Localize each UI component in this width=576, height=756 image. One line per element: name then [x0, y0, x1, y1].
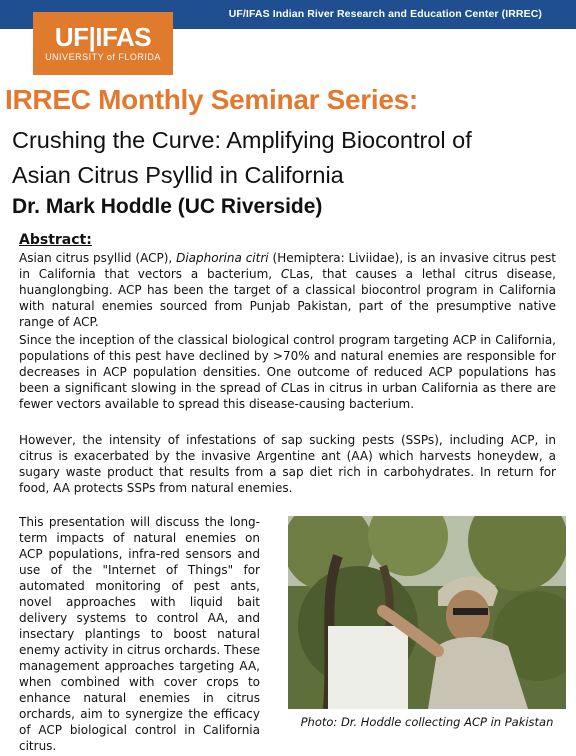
- p1-species-name: Diaphorina citri: [176, 251, 269, 265]
- abstract-heading: Abstract:: [19, 232, 92, 248]
- talk-title-line-1: Crushing the Curve: Amplifying Biocontrol of: [12, 127, 472, 153]
- abstract-paragraph-4: This presentation will discuss the long-term impacts of natural enemies on ACP populations, infra-red sensors and use of the "Internet of Things" for automated monitoring of pest ants, novel approaches with liquid bait delivery systems to control AA, and insectary plantings to boost natural enemy activity in citrus orchards. These management approaches targeting AA, when combined with cover crops to enhance natural enemies in citrus orchards, aim to synergize the efficacy of ACP biological control in California citrus.: [19, 515, 260, 753]
- banner-text: UF/IFAS Indian River Research and Education Center (IRREC): [228, 8, 542, 20]
- abstract-paragraph-1: [19, 250, 556, 330]
- p2-text-a: Since the inception of the classical biological control program targeting ACP in California, populations of this pest have declined by >70% and natural enemies are responsible for decreases in ACP population densities. One outcome of reduced ACP populations has been a significant slowing in the spread of: [19, 333, 556, 395]
- p2-text-c: Las in citrus in urban California as there are fewer vectors available to spread this disease-causing bacterium.: [19, 381, 556, 411]
- field-photo: [288, 516, 566, 709]
- logo-sub-text: UNIVERSITY of FLORIDA: [45, 52, 161, 62]
- logo-main-text: UF|IFAS: [54, 22, 152, 52]
- p1-text-c: (Hemiptera: Liviidae), is an invasive citrus pest in California that vectors a bacterium,: [19, 251, 556, 281]
- abstract-paragraph-2: [19, 332, 556, 412]
- talk-title-line-2: Asian Citrus Psyllid in California: [12, 162, 344, 188]
- photo-illustration: [288, 516, 566, 709]
- p2-italic-c: C: [280, 381, 290, 395]
- speaker-name: Dr. Mark Hoddle (UC Riverside): [12, 195, 323, 218]
- p1-text-a: Asian citrus psyllid (ACP),: [19, 251, 177, 265]
- abstract-paragraph-3: However, the intensity of infestations of sap sucking pests (SSPs), including ACP, in citrus is exacerbated by the invasive Argentine ant (AA) which harvests honeydew, a sugary waste product that results from a sap diet rich in carbohydrates. In return for food, AA protects SSPs from natural enemies.: [19, 433, 556, 495]
- photo-caption: Photo: Dr. Hoddle collecting ACP in Pakistan: [300, 715, 554, 729]
- talk-title: [12, 123, 572, 193]
- p1-italic-c: C: [280, 267, 290, 281]
- series-title: IRREC Monthly Seminar Series:: [5, 84, 418, 115]
- uf-ifas-logo: [33, 12, 173, 75]
- p1-text-e: Las, that causes a lethal citrus disease, huanglongbing. ACP has been the target of a classical biocontrol program in California with natural enemies sourced from Punjab Pakistan, part of the presumptive native range of ACP.: [19, 267, 556, 329]
